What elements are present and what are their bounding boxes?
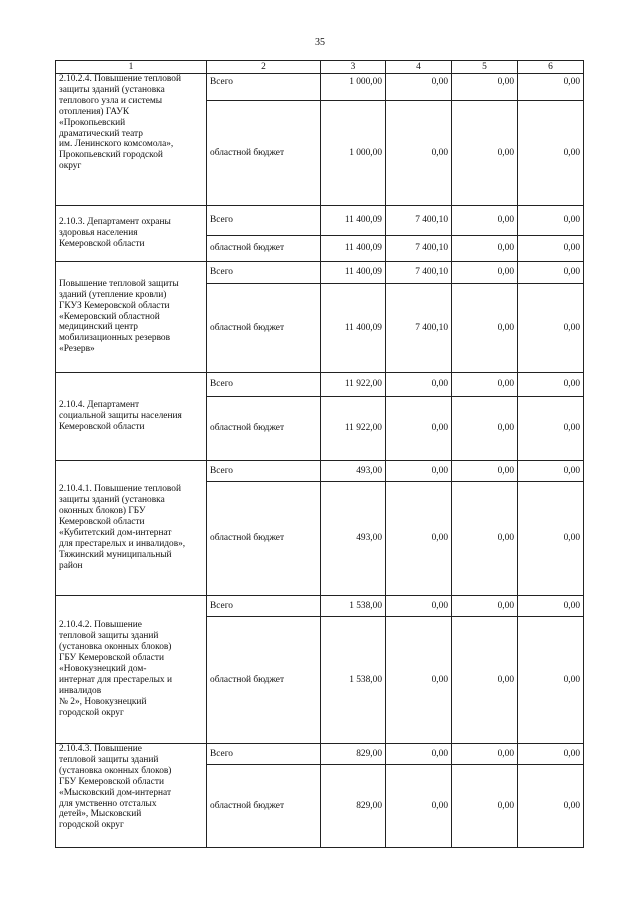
funding-source: Всего [207, 744, 321, 765]
column-header: 6 [518, 61, 584, 74]
column-header: 2 [207, 61, 321, 74]
value-col6: 0,00 [518, 236, 584, 262]
value-col5: 0,00 [452, 262, 518, 284]
table-row [56, 262, 584, 284]
value-col5: 0,00 [452, 74, 518, 101]
value-col4: 0,00 [386, 482, 452, 596]
value-col6: 0,00 [518, 744, 584, 765]
value-col3: 1 000,00 [321, 101, 386, 206]
value-col6: 0,00 [518, 617, 584, 744]
funding-source: областной бюджет [207, 397, 321, 461]
value-col4: 7 400,10 [386, 262, 452, 284]
funding-source: областной бюджет [207, 236, 321, 262]
value-col3: 829,00 [321, 744, 386, 765]
value-col3: 11 400,09 [321, 206, 386, 236]
value-col6: 0,00 [518, 596, 584, 617]
item-name-cell [56, 596, 207, 744]
item-name-cell [56, 206, 207, 262]
column-header: 4 [386, 61, 452, 74]
value-col3: 1 538,00 [321, 596, 386, 617]
item-name: 2.10.4. Департамент социальной защиты населения Кемеровской области [59, 400, 182, 432]
value-col4: 7 400,10 [386, 236, 452, 262]
funding-source: областной бюджет [207, 482, 321, 596]
value-col4: 0,00 [386, 596, 452, 617]
value-col4: 0,00 [386, 397, 452, 461]
funding-source: областной бюджет [207, 101, 321, 206]
value-col6: 0,00 [518, 397, 584, 461]
item-name-cell [56, 461, 207, 596]
value-col3: 829,00 [321, 765, 386, 848]
value-col5: 0,00 [452, 236, 518, 262]
value-col4: 0,00 [386, 765, 452, 848]
budget-table [55, 60, 584, 848]
value-col5: 0,00 [452, 617, 518, 744]
value-col5: 0,00 [452, 206, 518, 236]
value-col3: 11 922,00 [321, 373, 386, 397]
item-name: Повышение тепловой защиты зданий (утепление кровли) ГКУЗ Кемеровской области «Кемеровский областной медицинский центр мобилизационных резервов «Резерв» [59, 278, 179, 355]
value-col6: 0,00 [518, 461, 584, 482]
value-col3: 1 538,00 [321, 617, 386, 744]
column-header: 5 [452, 61, 518, 74]
value-col4: 7 400,10 [386, 284, 452, 373]
funding-source: Всего [207, 206, 321, 236]
item-name: 2.10.2.4. Повышение тепловой защиты зданий (установка теплового узла и системы отопления) ГАУК «Прокопьевский драматический театр им. Ленинского комсомола», Прокопьевский городской округ [59, 74, 181, 172]
funding-source: областной бюджет [207, 617, 321, 744]
item-name: 2.10.4.2. Повышение тепловой защиты зданий (установка оконных блоков) ГБУ Кемеровской области «Новокузнецкий дом- интернат для престарелых и инвалидов № 2», Новокузнецкий городской округ [59, 620, 172, 718]
table-row [56, 461, 584, 482]
value-col5: 0,00 [452, 461, 518, 482]
header-row [56, 61, 584, 74]
value-col4: 0,00 [386, 373, 452, 397]
value-col5: 0,00 [452, 744, 518, 765]
value-col3: 11 400,09 [321, 262, 386, 284]
page-number: 35 [315, 37, 325, 48]
item-name: 2.10.4.3. Повышение тепловой защиты зданий (установка оконных блоков) ГБУ Кемеровской области «Мысковский дом-интернат для умственно отсталых детей», Мысковский городской округ [59, 744, 172, 831]
funding-source: Всего [207, 373, 321, 397]
value-col6: 0,00 [518, 482, 584, 596]
table-row [56, 373, 584, 397]
item-name-cell [56, 744, 207, 848]
value-col3: 1 000,00 [321, 74, 386, 101]
funding-source: областной бюджет [207, 765, 321, 848]
value-col4: 0,00 [386, 744, 452, 765]
item-name: 2.10.3. Департамент охраны здоровья населения Кемеровской области [59, 217, 171, 249]
item-name-cell [56, 74, 207, 206]
funding-source: областной бюджет [207, 284, 321, 373]
value-col4: 0,00 [386, 461, 452, 482]
item-name: 2.10.4.1. Повышение тепловой защиты зданий (установка оконных блоков) ГБУ Кемеровской области «Кубитетский дом-интернат для престарелых и инвалидов», Тяжинский муниципальный район [59, 484, 186, 571]
value-col4: 0,00 [386, 101, 452, 206]
value-col3: 11 400,09 [321, 284, 386, 373]
value-col5: 0,00 [452, 765, 518, 848]
value-col4: 0,00 [386, 617, 452, 744]
value-col5: 0,00 [452, 373, 518, 397]
value-col6: 0,00 [518, 765, 584, 848]
column-header: 1 [56, 61, 207, 74]
table-row [56, 744, 584, 765]
column-header: 3 [321, 61, 386, 74]
value-col5: 0,00 [452, 101, 518, 206]
funding-source: Всего [207, 461, 321, 482]
funding-source: Всего [207, 596, 321, 617]
value-col6: 0,00 [518, 284, 584, 373]
table-row [56, 74, 584, 101]
value-col6: 0,00 [518, 74, 584, 101]
value-col4: 0,00 [386, 74, 452, 101]
value-col5: 0,00 [452, 482, 518, 596]
funding-source: Всего [207, 262, 321, 284]
item-name-cell [56, 262, 207, 373]
table-row [56, 596, 584, 617]
value-col6: 0,00 [518, 262, 584, 284]
value-col3: 493,00 [321, 461, 386, 482]
value-col5: 0,00 [452, 596, 518, 617]
value-col6: 0,00 [518, 206, 584, 236]
value-col6: 0,00 [518, 373, 584, 397]
value-col3: 11 922,00 [321, 397, 386, 461]
funding-source: Всего [207, 74, 321, 101]
table-row [56, 206, 584, 236]
value-col4: 7 400,10 [386, 206, 452, 236]
value-col3: 493,00 [321, 482, 386, 596]
value-col5: 0,00 [452, 284, 518, 373]
value-col5: 0,00 [452, 397, 518, 461]
value-col3: 11 400,09 [321, 236, 386, 262]
item-name-cell [56, 373, 207, 461]
value-col6: 0,00 [518, 101, 584, 206]
